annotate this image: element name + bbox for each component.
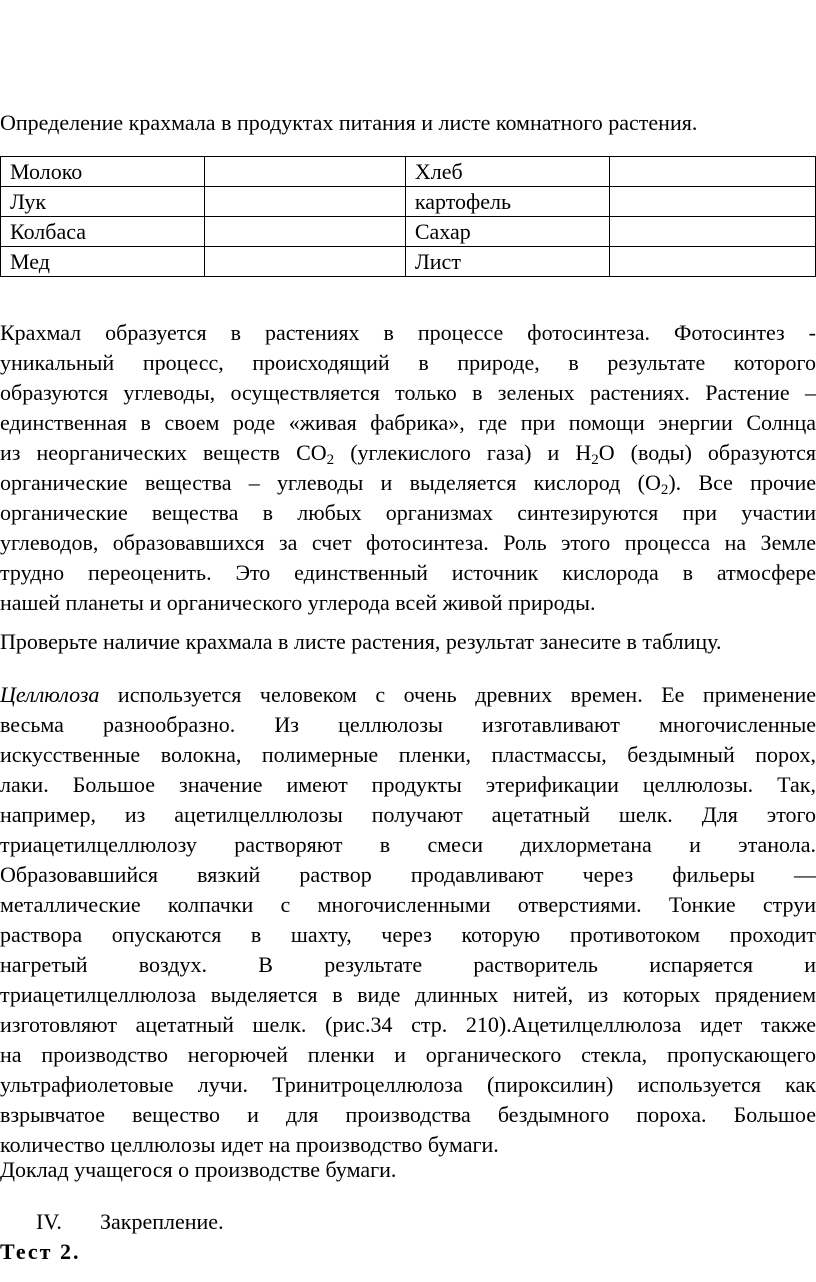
subscript: 2: [326, 452, 335, 468]
text-line: Образовавшийся вязкий раствор продавливают через фильеры —: [0, 862, 816, 887]
table-cell: [205, 187, 406, 217]
text-line: [0, 680, 816, 710]
text-line: нагретый воздух. В результате растворитель испаряется и: [0, 952, 816, 977]
check-instruction: Проверьте наличие крахмала в листе растения, результат занесите в таблицу.: [0, 629, 722, 654]
table-cell: [610, 187, 816, 217]
table-row: [1, 187, 816, 217]
table-cell: [610, 157, 816, 187]
text-line: уникальный процесс, происходящий в природе, в результате которого: [0, 350, 816, 375]
text-line: углеводов, образовавшихся за счет фотосинтеза. Роль этого процесса на Земле: [0, 530, 816, 555]
table-cell: Хлеб: [405, 157, 609, 187]
text-line: нашей планеты и органического углерода всей живой природы.: [0, 590, 596, 615]
text-line: изготовляют ацетатный шелк. (рис.34 стр. 210).Ацетилцеллюлоза идет также: [0, 1012, 816, 1037]
text-line: ультрафиолетовые лучи. Тринитроцеллюлоза (пироксилин) используется как: [0, 1072, 816, 1097]
table-cell: Лук: [1, 187, 205, 217]
table-cell: [205, 217, 406, 247]
task-heading: Определение крахмала в продуктах питания и листе комнатного растения.: [0, 110, 698, 135]
report-line: Доклад учащегося о производстве бумаги.: [0, 1157, 397, 1182]
text-line: трудно переоценить. Это единственный источник кислорода в атмосфере: [0, 560, 816, 585]
section-heading: [36, 1208, 224, 1236]
photosynthesis-paragraph: [0, 318, 816, 618]
text-segment: (углекислого газа) и Н: [350, 440, 592, 465]
text-line: триацетилцеллюлоза выделяется в виде длинных нитей, из которых прядением: [0, 982, 816, 1007]
text-segment: ). Все прочие: [668, 470, 816, 495]
text-segment: органические вещества – углеводы и выделяется кислород (О: [0, 470, 661, 495]
section-title: Закрепление.: [100, 1209, 224, 1234]
text-line: [0, 438, 816, 468]
italic-term: Целлюлоза: [0, 682, 100, 707]
text-line: образуются углеводы, осуществляется только в зеленых растениях. Растение –: [0, 380, 816, 405]
text-line: весьма разнообразно. Из целлюлозы изготавливают многочисленные: [0, 712, 816, 737]
subscript: 2: [660, 482, 669, 498]
table-cell: Колбаса: [1, 217, 205, 247]
table-cell: Мед: [1, 247, 205, 277]
text-line: триацетилцеллюлозу растворяют в смеси дихлорметана и этанола.: [0, 832, 816, 857]
text-line: искусственные волокна, полимерные пленки, пластмассы, бездымный порох,: [0, 742, 816, 767]
table-cell: Молоко: [1, 157, 205, 187]
cellulose-paragraph: [0, 680, 816, 1160]
text-line: взрывчатое вещество и для производства бездымного пороха. Большое: [0, 1102, 816, 1127]
test-title: Тест 2.: [0, 1239, 81, 1264]
text-segment: из неорганических веществ СО: [0, 440, 327, 465]
text-line: металлические колпачки с многочисленными отверстиями. Тонкие струи: [0, 892, 816, 917]
text-line: [0, 468, 816, 498]
text-line: лаки. Большое значение имеют продукты этерификации целлюлозы. Так,: [0, 772, 816, 797]
table-row: [1, 157, 816, 187]
table-cell: Сахар: [405, 217, 609, 247]
text-line: единственная в своем роде «живая фабрика», где при помощи энергии Солнца: [0, 410, 816, 435]
text-line: количество целлюлозы идет на производство бумаги.: [0, 1132, 499, 1157]
section-number: IV.: [36, 1209, 62, 1234]
text-line: Крахмал образуется в растениях в процессе фотосинтеза. Фотосинтез -: [0, 320, 816, 345]
table-row: [1, 247, 816, 277]
table-cell: [205, 157, 406, 187]
text-line: раствора опускаются в шахту, через которую противотоком проходит: [0, 922, 816, 947]
text-line: на производство негорючей пленки и органического стекла, пропускающего: [0, 1042, 816, 1067]
text-segment: О (воды) образуются: [598, 440, 816, 465]
text-segment: используется человеком с очень древних времен. Ее применение: [99, 682, 816, 707]
table-row: [1, 217, 816, 247]
table-cell: [610, 247, 816, 277]
subscript: 2: [591, 452, 599, 468]
table-cell: картофель: [405, 187, 609, 217]
text-line: органические вещества в любых организмах синтезируются при участии: [0, 500, 816, 525]
table-cell: [610, 217, 816, 247]
text-line: например, из ацетилцеллюлозы получают ацетатный шелк. Для этого: [0, 802, 816, 827]
starch-test-table: [0, 156, 816, 277]
table-cell: Лист: [405, 247, 609, 277]
table-cell: [205, 247, 406, 277]
